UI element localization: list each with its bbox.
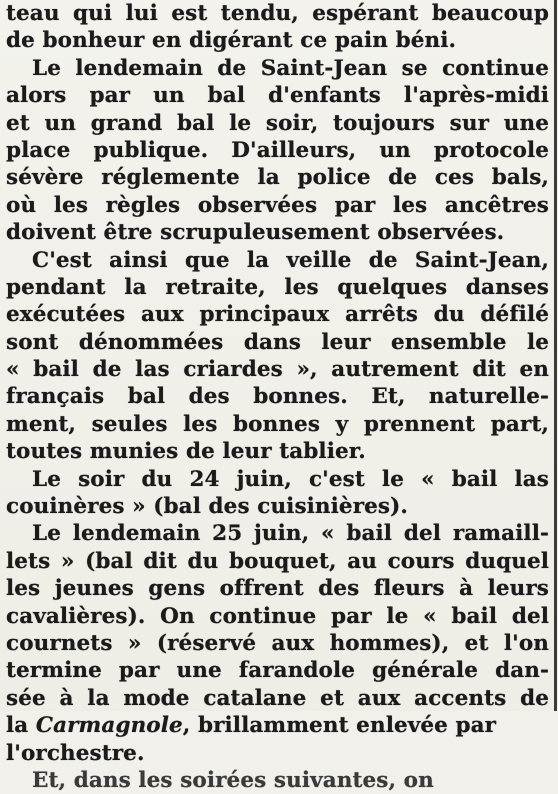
- text-line-26: sée à la mode catalane et aux accents de: [6, 685, 549, 711]
- text-line-25: termine par une farandole générale dan-: [6, 658, 549, 684]
- text-line-21: lets » (bal dit du bouquet, au cours duquel: [6, 548, 549, 574]
- text-line-3: Le lendemain de Saint-Jean se continue: [32, 55, 549, 81]
- text-line-14: « bail de las criardes », autrement dit en: [6, 357, 549, 383]
- text-line-1: teau qui lui est tendu, espérant beaucoup: [6, 1, 549, 26]
- text-line-13: sont dénommées dans leur ensemble le: [6, 329, 549, 355]
- text-line-29-cut: Et, dans les soirées suivantes, on: [32, 767, 434, 793]
- text-line-10: C'est ainsi que la veille de Saint-Jean,: [32, 247, 549, 273]
- text-line-20: Le lendemain 25 juin, « bail del ramaill-: [32, 521, 549, 547]
- text-line-19: couinères » (bal des cuisinières).: [6, 494, 408, 520]
- text-line-15: français bal des bonnes. Et, naturelle-: [6, 384, 549, 410]
- text-line-12: exécutées aux principaux arrêts du défilé: [6, 302, 549, 328]
- text-line-17: toutes munies de leur tablier.: [6, 439, 366, 465]
- text-line-27-end: , brillamment enlevée par: [182, 713, 497, 739]
- text-line-27: [6, 712, 549, 739]
- text-line-6: place publique. D'ailleurs, un protocole: [6, 137, 549, 163]
- text-line-7: sévère réglemente la police de ces bals,: [6, 165, 549, 191]
- text-line-23: cavalières). On continue par le « bail del: [6, 603, 549, 629]
- text-line-28: l'orchestre.: [6, 740, 145, 766]
- text-line-8: où les règles observées par les ancêtres: [6, 192, 549, 218]
- text-line-2: de bonheur en digérant ce pain béni.: [6, 28, 457, 54]
- text-line-27-start: la: [6, 713, 36, 739]
- text-line-9: doivent être scrupuleusement observées.: [6, 220, 505, 246]
- text-line-16: ment, seules les bonnes y prennent part,: [6, 411, 549, 437]
- column-rule: [554, 0, 557, 711]
- text-line-18: Le soir du 24 juin, c'est le « bail las: [32, 466, 549, 492]
- text-line-22: les jeunes gens offrent des fleurs à leurs: [6, 576, 549, 602]
- text-line-5: et un grand bal le soir, toujours sur une: [6, 110, 549, 136]
- article-column: [6, 0, 549, 793]
- text-line-11: pendant la retraite, les quelques danses: [6, 274, 549, 300]
- carmagnole-italic: Carmagnole: [35, 713, 183, 739]
- text-line-4: alors par un bal d'enfants l'après-midi: [6, 83, 549, 109]
- text-line-24: cournets » (réservé aux hommes), et l'on: [6, 630, 549, 656]
